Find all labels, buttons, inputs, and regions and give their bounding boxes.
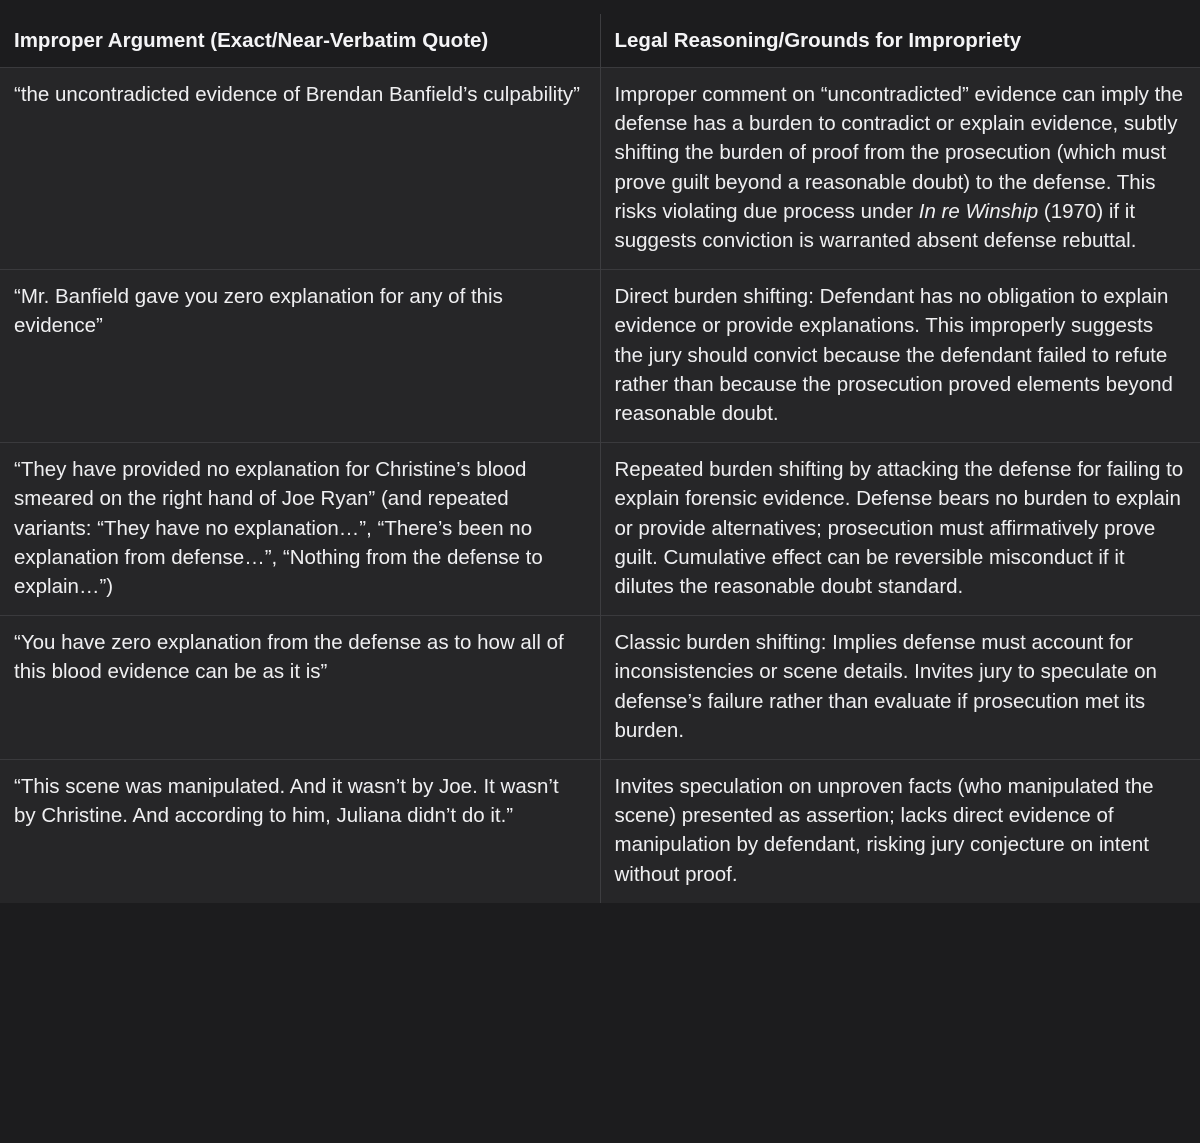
table-row bbox=[0, 760, 1200, 903]
table-row bbox=[0, 270, 1200, 443]
reasoning-cell: Repeated burden shifting by attacking the defense for failing to explain forensic evidence. Defense bears no burden to explain or provide alternatives; prosecution must affirmatively prove guilt. Cumulative effect can be reversible misconduct if it dilutes the reasonable doubt standard. bbox=[600, 443, 1200, 616]
table-row bbox=[0, 68, 1200, 270]
argument-cell: “Mr. Banfield gave you zero explanation for any of this evidence” bbox=[0, 270, 600, 443]
reasoning-cell: Classic burden shifting: Implies defense must account for inconsistencies or scene details. Invites jury to speculate on defense’s failure rather than evaluate if prosecution met its burden. bbox=[600, 616, 1200, 760]
argument-cell: “the uncontradicted evidence of Brendan Banfield’s culpability” bbox=[0, 68, 600, 270]
reasoning-text-end: (1970) if it suggests conviction is warranted absent defense rebuttal. bbox=[614, 199, 1137, 253]
reasoning-cell bbox=[600, 68, 1200, 270]
column-header-reasoning: Legal Reasoning/Grounds for Impropriety bbox=[600, 14, 1200, 68]
case-citation: In re Winship bbox=[918, 199, 1039, 223]
argument-cell: “You have zero explanation from the defense as to how all of this blood evidence can be as it is” bbox=[0, 616, 600, 760]
argument-cell: “This scene was manipulated. And it wasn’t by Joe. It wasn’t by Christine. And according to him, Juliana didn’t do it.” bbox=[0, 760, 600, 903]
misconduct-table-container bbox=[0, 14, 1200, 903]
reasoning-cell: Invites speculation on unproven facts (who manipulated the scene) presented as assertion; lacks direct evidence of manipulation by defendant, risking jury conjecture on intent without proof. bbox=[600, 760, 1200, 903]
table-row bbox=[0, 616, 1200, 760]
table-header-row bbox=[0, 14, 1200, 68]
column-header-argument: Improper Argument (Exact/Near-Verbatim Quote) bbox=[0, 14, 600, 68]
argument-cell: “They have provided no explanation for Christine’s blood smeared on the right hand of Joe Ryan” (and repeated variants: “They have no explanation…”, “There’s been no explanation from defense…”, “Nothing from the defense to explain…”) bbox=[0, 443, 600, 616]
reasoning-cell: Direct burden shifting: Defendant has no obligation to explain evidence or provide explanations. This improperly suggests the jury should convict because the defendant failed to refute rather than because the prosecution proved elements beyond reasonable doubt. bbox=[600, 270, 1200, 443]
reasoning-text: Improper comment on “uncontradicted” evidence can imply the defense has a burden to contradict or explain evidence, subtly shifting the burden of proof from the prosecution (which must prove guilt beyond a reasonable doubt) to the defense. This risks violating due process under bbox=[614, 83, 1184, 223]
misconduct-table bbox=[0, 14, 1200, 903]
table-row bbox=[0, 443, 1200, 616]
